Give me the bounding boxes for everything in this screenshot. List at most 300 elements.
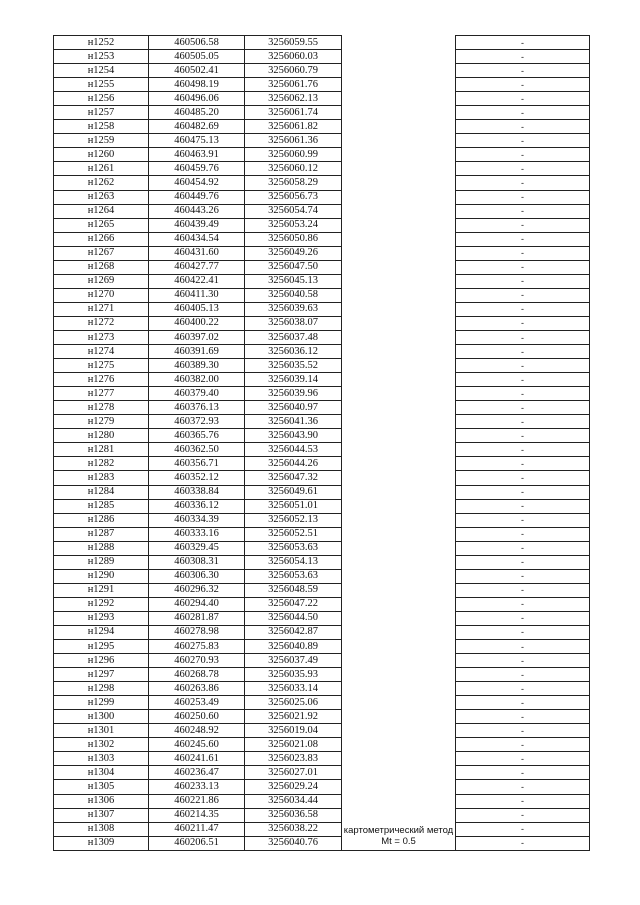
table-row [54,302,590,316]
coordinates-table [53,35,590,851]
accuracy-cell: - [456,64,590,78]
method-cell [342,64,456,78]
point-id-cell: н1288 [54,541,149,555]
method-cell [342,162,456,176]
method-cell [342,204,456,218]
y-coordinate-cell: 3256035.52 [245,359,342,373]
point-id-cell: н1300 [54,710,149,724]
table-row [54,232,590,246]
method-cell [342,373,456,387]
table-body [54,36,590,851]
accuracy-cell: - [456,569,590,583]
point-id-cell: н1294 [54,625,149,639]
x-coordinate-cell: 460308.31 [149,555,245,569]
accuracy-cell: - [456,316,590,330]
y-coordinate-cell: 3256047.32 [245,471,342,485]
y-coordinate-cell: 3256049.26 [245,246,342,260]
table-row [54,724,590,738]
point-id-cell: н1296 [54,654,149,668]
point-id-cell: н1272 [54,316,149,330]
point-id-cell: н1302 [54,738,149,752]
method-note: картометрический метод Mt = 0.5 [342,822,456,850]
method-cell [342,415,456,429]
accuracy-cell: - [456,527,590,541]
accuracy-cell: - [456,780,590,794]
table-row [54,260,590,274]
x-coordinate-cell: 460253.49 [149,696,245,710]
table-row [54,555,590,569]
point-id-cell: н1307 [54,808,149,822]
y-coordinate-cell: 3256045.13 [245,274,342,288]
point-id-cell: н1287 [54,527,149,541]
accuracy-cell: - [456,302,590,316]
accuracy-cell: - [456,162,590,176]
accuracy-cell: - [456,485,590,499]
y-coordinate-cell: 3256048.59 [245,583,342,597]
accuracy-cell: - [456,120,590,134]
table-row [54,274,590,288]
x-coordinate-cell: 460502.41 [149,64,245,78]
x-coordinate-cell: 460338.84 [149,485,245,499]
method-cell [342,583,456,597]
method-cell [342,246,456,260]
accuracy-cell: - [456,148,590,162]
point-id-cell: н1261 [54,162,149,176]
table-row [54,822,590,836]
y-coordinate-cell: 3256052.13 [245,513,342,527]
table-row [54,710,590,724]
point-id-cell: н1260 [54,148,149,162]
accuracy-cell: - [456,176,590,190]
table-row [54,766,590,780]
y-coordinate-cell: 3256061.74 [245,106,342,120]
y-coordinate-cell: 3256037.49 [245,654,342,668]
point-id-cell: н1269 [54,274,149,288]
table-row [54,373,590,387]
accuracy-cell: - [456,330,590,344]
table-row [54,471,590,485]
table-row [54,190,590,204]
y-coordinate-cell: 3256060.79 [245,64,342,78]
table-row [54,429,590,443]
method-cell [342,780,456,794]
accuracy-cell: - [456,555,590,569]
table-row [54,36,590,50]
x-coordinate-cell: 460365.76 [149,429,245,443]
y-coordinate-cell: 3256050.86 [245,232,342,246]
method-cell [342,597,456,611]
y-coordinate-cell: 3256039.63 [245,302,342,316]
point-id-cell: н1301 [54,724,149,738]
point-id-cell: н1305 [54,780,149,794]
x-coordinate-cell: 460443.26 [149,204,245,218]
table-row [54,513,590,527]
method-cell [342,316,456,330]
point-id-cell: н1257 [54,106,149,120]
x-coordinate-cell: 460459.76 [149,162,245,176]
method-cell [342,78,456,92]
table-row [54,330,590,344]
method-cell [342,471,456,485]
method-cell [342,50,456,64]
y-coordinate-cell: 3256023.83 [245,752,342,766]
table-row [54,134,590,148]
method-cell [342,724,456,738]
x-coordinate-cell: 460439.49 [149,218,245,232]
accuracy-cell: - [456,218,590,232]
point-id-cell: н1295 [54,640,149,654]
point-id-cell: н1270 [54,288,149,302]
y-coordinate-cell: 3256025.06 [245,696,342,710]
x-coordinate-cell: 460245.60 [149,738,245,752]
table-row [54,597,590,611]
accuracy-cell: - [456,50,590,64]
point-id-cell: н1304 [54,766,149,780]
method-cell [342,640,456,654]
accuracy-cell: - [456,36,590,50]
method-cell [342,359,456,373]
y-coordinate-cell: 3256060.03 [245,50,342,64]
x-coordinate-cell: 460400.22 [149,316,245,330]
x-coordinate-cell: 460434.54 [149,232,245,246]
y-coordinate-cell: 3256060.12 [245,162,342,176]
y-coordinate-cell: 3256062.13 [245,92,342,106]
y-coordinate-cell: 3256040.89 [245,640,342,654]
point-id-cell: н1266 [54,232,149,246]
method-cell [342,569,456,583]
point-id-cell: н1291 [54,583,149,597]
y-coordinate-cell: 3256061.76 [245,78,342,92]
y-coordinate-cell: 3256039.14 [245,373,342,387]
x-coordinate-cell: 460268.78 [149,668,245,682]
method-cell [342,134,456,148]
x-coordinate-cell: 460362.50 [149,443,245,457]
method-cell [342,527,456,541]
accuracy-cell: - [456,752,590,766]
method-cell [342,541,456,555]
x-coordinate-cell: 460214.35 [149,808,245,822]
method-cell [342,654,456,668]
method-cell [342,710,456,724]
table-row [54,668,590,682]
y-coordinate-cell: 3256019.04 [245,724,342,738]
x-coordinate-cell: 460449.76 [149,190,245,204]
accuracy-cell: - [456,738,590,752]
method-cell [342,682,456,696]
method-cell [342,611,456,625]
x-coordinate-cell: 460233.13 [149,780,245,794]
point-id-cell: н1284 [54,485,149,499]
table-row [54,92,590,106]
point-id-cell: н1275 [54,359,149,373]
x-coordinate-cell: 460391.69 [149,345,245,359]
table-row [54,527,590,541]
accuracy-cell: - [456,541,590,555]
point-id-cell: н1255 [54,78,149,92]
table-row [54,583,590,597]
table-row [54,457,590,471]
x-coordinate-cell: 460405.13 [149,302,245,316]
accuracy-cell: - [456,78,590,92]
method-cell [342,232,456,246]
method-cell [342,696,456,710]
point-id-cell: н1268 [54,260,149,274]
method-cell [342,92,456,106]
method-cell [342,457,456,471]
table-row [54,246,590,260]
point-id-cell: н1289 [54,555,149,569]
table-row [54,640,590,654]
accuracy-cell: - [456,640,590,654]
y-coordinate-cell: 3256040.58 [245,288,342,302]
accuracy-cell: - [456,429,590,443]
method-cell [342,288,456,302]
y-coordinate-cell: 3256038.22 [245,822,342,836]
accuracy-cell: - [456,288,590,302]
y-coordinate-cell: 3256060.99 [245,148,342,162]
accuracy-cell: - [456,106,590,120]
method-cell [342,499,456,513]
table-row [54,696,590,710]
method-cell [342,485,456,499]
table-row [54,204,590,218]
x-coordinate-cell: 460329.45 [149,541,245,555]
accuracy-cell: - [456,274,590,288]
point-id-cell: н1279 [54,415,149,429]
point-id-cell: н1285 [54,499,149,513]
method-cell [342,766,456,780]
point-id-cell: н1309 [54,836,149,850]
accuracy-cell: - [456,232,590,246]
point-id-cell: н1303 [54,752,149,766]
y-coordinate-cell: 3256053.24 [245,218,342,232]
method-cell [342,738,456,752]
method-cell [342,330,456,344]
table-row [54,752,590,766]
table-row [54,443,590,457]
method-cell [342,36,456,50]
table-row [54,345,590,359]
point-id-cell: н1297 [54,668,149,682]
table-row [54,625,590,639]
x-coordinate-cell: 460431.60 [149,246,245,260]
x-coordinate-cell: 460236.47 [149,766,245,780]
y-coordinate-cell: 3256047.50 [245,260,342,274]
table-row [54,808,590,822]
method-cell [342,555,456,569]
point-id-cell: н1293 [54,611,149,625]
accuracy-cell: - [456,808,590,822]
table-row [54,148,590,162]
point-id-cell: н1283 [54,471,149,485]
x-coordinate-cell: 460306.30 [149,569,245,583]
x-coordinate-cell: 460221.86 [149,794,245,808]
accuracy-cell: - [456,597,590,611]
method-cell [342,148,456,162]
y-coordinate-cell: 3256056.73 [245,190,342,204]
y-coordinate-cell: 3256038.07 [245,316,342,330]
table-row [54,288,590,302]
table-row [54,794,590,808]
method-cell [342,176,456,190]
x-coordinate-cell: 460211.47 [149,822,245,836]
table-row [54,780,590,794]
method-cell [342,302,456,316]
point-id-cell: н1276 [54,373,149,387]
accuracy-cell: - [456,836,590,850]
accuracy-cell: - [456,415,590,429]
y-coordinate-cell: 3256039.96 [245,387,342,401]
x-coordinate-cell: 460475.13 [149,134,245,148]
x-coordinate-cell: 460376.13 [149,401,245,415]
table-row [54,78,590,92]
table-row [54,176,590,190]
y-coordinate-cell: 3256044.53 [245,443,342,457]
table-row [54,485,590,499]
accuracy-cell: - [456,696,590,710]
table-row [54,106,590,120]
point-id-cell: н1254 [54,64,149,78]
accuracy-cell: - [456,625,590,639]
point-id-cell: н1299 [54,696,149,710]
x-coordinate-cell: 460498.19 [149,78,245,92]
accuracy-cell: - [456,134,590,148]
y-coordinate-cell: 3256036.58 [245,808,342,822]
y-coordinate-cell: 3256041.36 [245,415,342,429]
x-coordinate-cell: 460482.69 [149,120,245,134]
point-id-cell: н1298 [54,682,149,696]
x-coordinate-cell: 460336.12 [149,499,245,513]
y-coordinate-cell: 3256044.26 [245,457,342,471]
y-coordinate-cell: 3256035.93 [245,668,342,682]
accuracy-cell: - [456,611,590,625]
y-coordinate-cell: 3256061.82 [245,120,342,134]
table-row [54,499,590,513]
table-row [54,682,590,696]
x-coordinate-cell: 460485.20 [149,106,245,120]
x-coordinate-cell: 460352.12 [149,471,245,485]
table-row [54,50,590,64]
x-coordinate-cell: 460248.92 [149,724,245,738]
point-id-cell: н1292 [54,597,149,611]
method-cell [342,443,456,457]
method-cell [342,106,456,120]
accuracy-cell: - [456,499,590,513]
point-id-cell: н1308 [54,822,149,836]
method-cell [342,513,456,527]
method-cell [342,794,456,808]
x-coordinate-cell: 460275.83 [149,640,245,654]
accuracy-cell: - [456,766,590,780]
accuracy-cell: - [456,401,590,415]
x-coordinate-cell: 460379.40 [149,387,245,401]
x-coordinate-cell: 460206.51 [149,836,245,850]
accuracy-cell: - [456,668,590,682]
x-coordinate-cell: 460296.32 [149,583,245,597]
accuracy-cell: - [456,373,590,387]
y-coordinate-cell: 3256052.51 [245,527,342,541]
method-cell [342,387,456,401]
accuracy-cell: - [456,190,590,204]
table-row [54,738,590,752]
y-coordinate-cell: 3256053.63 [245,569,342,583]
x-coordinate-cell: 460506.58 [149,36,245,50]
point-id-cell: н1286 [54,513,149,527]
x-coordinate-cell: 460281.87 [149,611,245,625]
point-id-cell: н1259 [54,134,149,148]
x-coordinate-cell: 460382.00 [149,373,245,387]
accuracy-cell: - [456,654,590,668]
accuracy-cell: - [456,92,590,106]
y-coordinate-cell: 3256027.01 [245,766,342,780]
method-cell [342,752,456,766]
accuracy-cell: - [456,443,590,457]
point-id-cell: н1267 [54,246,149,260]
method-cell [342,429,456,443]
accuracy-cell: - [456,710,590,724]
point-id-cell: н1263 [54,190,149,204]
y-coordinate-cell: 3256033.14 [245,682,342,696]
accuracy-cell: - [456,822,590,836]
y-coordinate-cell: 3256043.90 [245,429,342,443]
table-row [54,611,590,625]
point-id-cell: н1264 [54,204,149,218]
y-coordinate-cell: 3256054.74 [245,204,342,218]
y-coordinate-cell: 3256044.50 [245,611,342,625]
x-coordinate-cell: 460463.91 [149,148,245,162]
method-cell [342,218,456,232]
table-row [54,316,590,330]
y-coordinate-cell: 3256040.97 [245,401,342,415]
method-cell [342,668,456,682]
x-coordinate-cell: 460411.30 [149,288,245,302]
point-id-cell: н1253 [54,50,149,64]
x-coordinate-cell: 460397.02 [149,330,245,344]
accuracy-cell: - [456,513,590,527]
table-row [54,387,590,401]
x-coordinate-cell: 460270.93 [149,654,245,668]
accuracy-cell: - [456,246,590,260]
method-cell [342,120,456,134]
point-id-cell: н1265 [54,218,149,232]
table-row [54,415,590,429]
y-coordinate-cell: 3256036.12 [245,345,342,359]
accuracy-cell: - [456,682,590,696]
point-id-cell: н1271 [54,302,149,316]
method-cell [342,345,456,359]
y-coordinate-cell: 3256058.29 [245,176,342,190]
y-coordinate-cell: 3256049.61 [245,485,342,499]
accuracy-cell: - [456,794,590,808]
accuracy-cell: - [456,457,590,471]
y-coordinate-cell: 3256047.22 [245,597,342,611]
accuracy-cell: - [456,359,590,373]
coordinates-table-page [53,35,589,851]
y-coordinate-cell: 3256059.55 [245,36,342,50]
x-coordinate-cell: 460334.39 [149,513,245,527]
accuracy-cell: - [456,583,590,597]
table-row [54,64,590,78]
x-coordinate-cell: 460356.71 [149,457,245,471]
point-id-cell: н1282 [54,457,149,471]
point-id-cell: н1306 [54,794,149,808]
y-coordinate-cell: 3256034.44 [245,794,342,808]
point-id-cell: н1274 [54,345,149,359]
accuracy-cell: - [456,471,590,485]
table-row [54,401,590,415]
x-coordinate-cell: 460333.16 [149,527,245,541]
y-coordinate-cell: 3256029.24 [245,780,342,794]
